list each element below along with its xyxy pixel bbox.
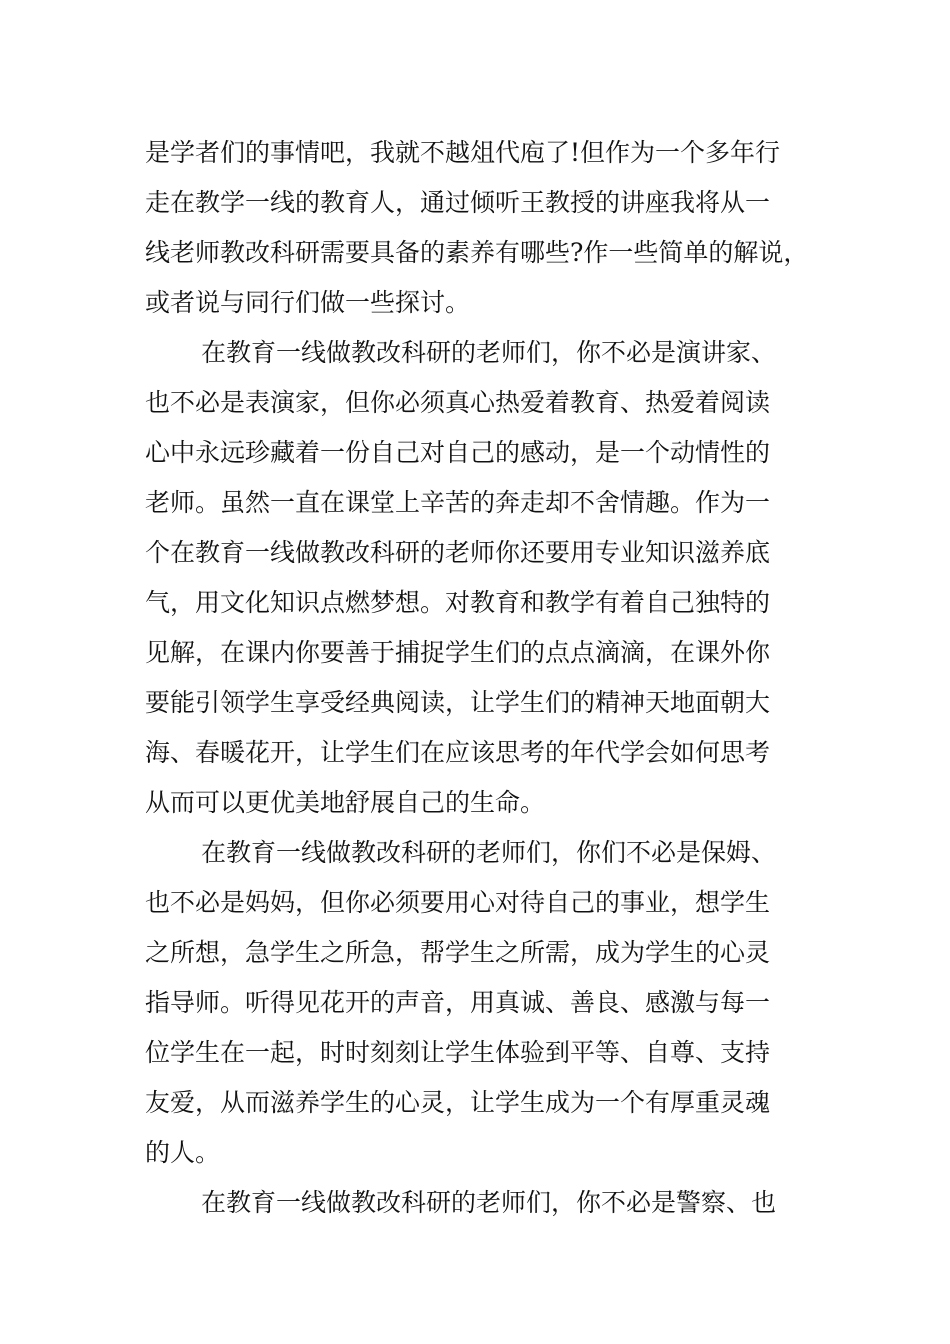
text-line: 也不必是妈妈，但你必须要用心对待自己的事业，想学生 [145,888,771,917]
text-line: 在教育一线做教改科研的老师们，你不必是演讲家、 [201,338,777,367]
text-line: 线老师教改科研需要具备的素养有哪些?作一些简单的解说， [145,238,809,267]
text-line: 在教育一线做教改科研的老师们，你们不必是保姆、 [201,838,777,867]
paragraph-4 [145,1178,821,1228]
text-line: 海、春暖花开，让学生们在应该思考的年代学会如何思考 [145,738,771,767]
text-line: 的人。 [145,1138,221,1167]
paragraph-3 [145,828,821,1178]
paragraph-2 [145,328,821,828]
paragraph-1 [145,128,821,328]
text-line: 从而可以更优美地舒展自己的生命。 [145,788,546,817]
text-line: 友爱，从而滋养学生的心灵，让学生成为一个有厚重灵魂 [145,1088,771,1117]
text-line: 指导师。听得见花开的声音，用真诚、善良、感激与每一 [145,988,771,1017]
text-line: 心中永远珍藏着一份自己对自己的感动，是一个动情性的 [145,438,771,467]
text-line: 见解，在课内你要善于捕捉学生们的点点滴滴，在课外你 [145,638,771,667]
text-line: 个在教育一线做教改科研的老师你还要用专业知识滋养底 [145,538,771,567]
text-line: 要能引领学生享受经典阅读，让学生们的精神天地面朝大 [145,688,771,717]
text-line: 在教育一线做教改科研的老师们，你不必是警察、也 [201,1188,777,1217]
text-line: 之所想，急学生之所急，帮学生之所需，成为学生的心灵 [145,938,771,967]
document-body [145,128,821,1228]
text-line: 或者说与同行们做一些探讨。 [145,288,471,317]
text-line: 走在教学一线的教育人，通过倾听王教授的讲座我将从一 [145,188,771,217]
text-line: 也不必是表演家，但你必须真心热爱着教育、热爱着阅读 [145,388,771,417]
text-line: 气，用文化知识点燃梦想。对教育和教学有着自己独特的 [145,588,771,617]
text-line: 位学生在一起，时时刻刻让学生体验到平等、自尊、支持 [145,1038,771,1067]
text-line: 老师。虽然一直在课堂上辛苦的奔走却不舍情趣。作为一 [145,488,771,517]
text-line: 是学者们的事情吧，我就不越俎代庖了!但作为一个多年行 [145,138,781,167]
